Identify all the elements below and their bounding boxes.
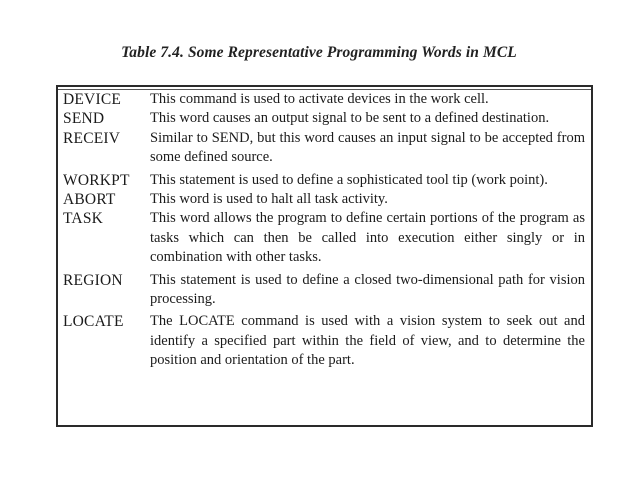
- table-row: [58, 171, 591, 190]
- mcl-words-table: [56, 85, 593, 427]
- term-abort: ABORT: [63, 191, 116, 209]
- definition-task: This word allows the program to define certain portions of the program as tasks which can then be called into execution either singly or in combination with other tasks.: [150, 210, 585, 266]
- term-receiv: RECEIV: [63, 129, 121, 147]
- table-caption: Table 7.4. Some Representative Programming Words in MCL: [121, 44, 517, 61]
- definition-region: This statement is used to define a closed two-dimensional path for vision processing.: [150, 271, 585, 308]
- definition-abort: This word is used to halt all task activity.: [150, 191, 388, 208]
- term-device: DEVICE: [63, 91, 122, 108]
- table-row: [58, 129, 591, 168]
- table-row: [58, 271, 591, 310]
- definition-receiv: Similar to SEND, but this word causes an input signal to be accepted from some defined source.: [150, 129, 585, 166]
- definition-workpt: This statement is used to define a sophisticated tool tip (work point).: [150, 171, 548, 188]
- table-row: [58, 312, 591, 370]
- definition-send: This word causes an output signal to be sent to a defined destination.: [150, 110, 550, 127]
- table-row: [58, 209, 591, 267]
- definition-device: This command is used to activate devices in the work cell.: [150, 91, 489, 107]
- term-task: TASK: [63, 210, 104, 228]
- term-send: SEND: [63, 110, 105, 128]
- term-workpt: WORKPT: [63, 171, 130, 189]
- table-row: [58, 109, 591, 128]
- definition-locate: The LOCATE command is used with a vision system to seek out and identify a specified part within the field of view, and to determine the position and orientation of the part.: [150, 313, 585, 369]
- table-row: [58, 190, 591, 209]
- term-region: REGION: [63, 271, 123, 289]
- term-locate: LOCATE: [63, 313, 124, 331]
- table-row: [58, 90, 591, 109]
